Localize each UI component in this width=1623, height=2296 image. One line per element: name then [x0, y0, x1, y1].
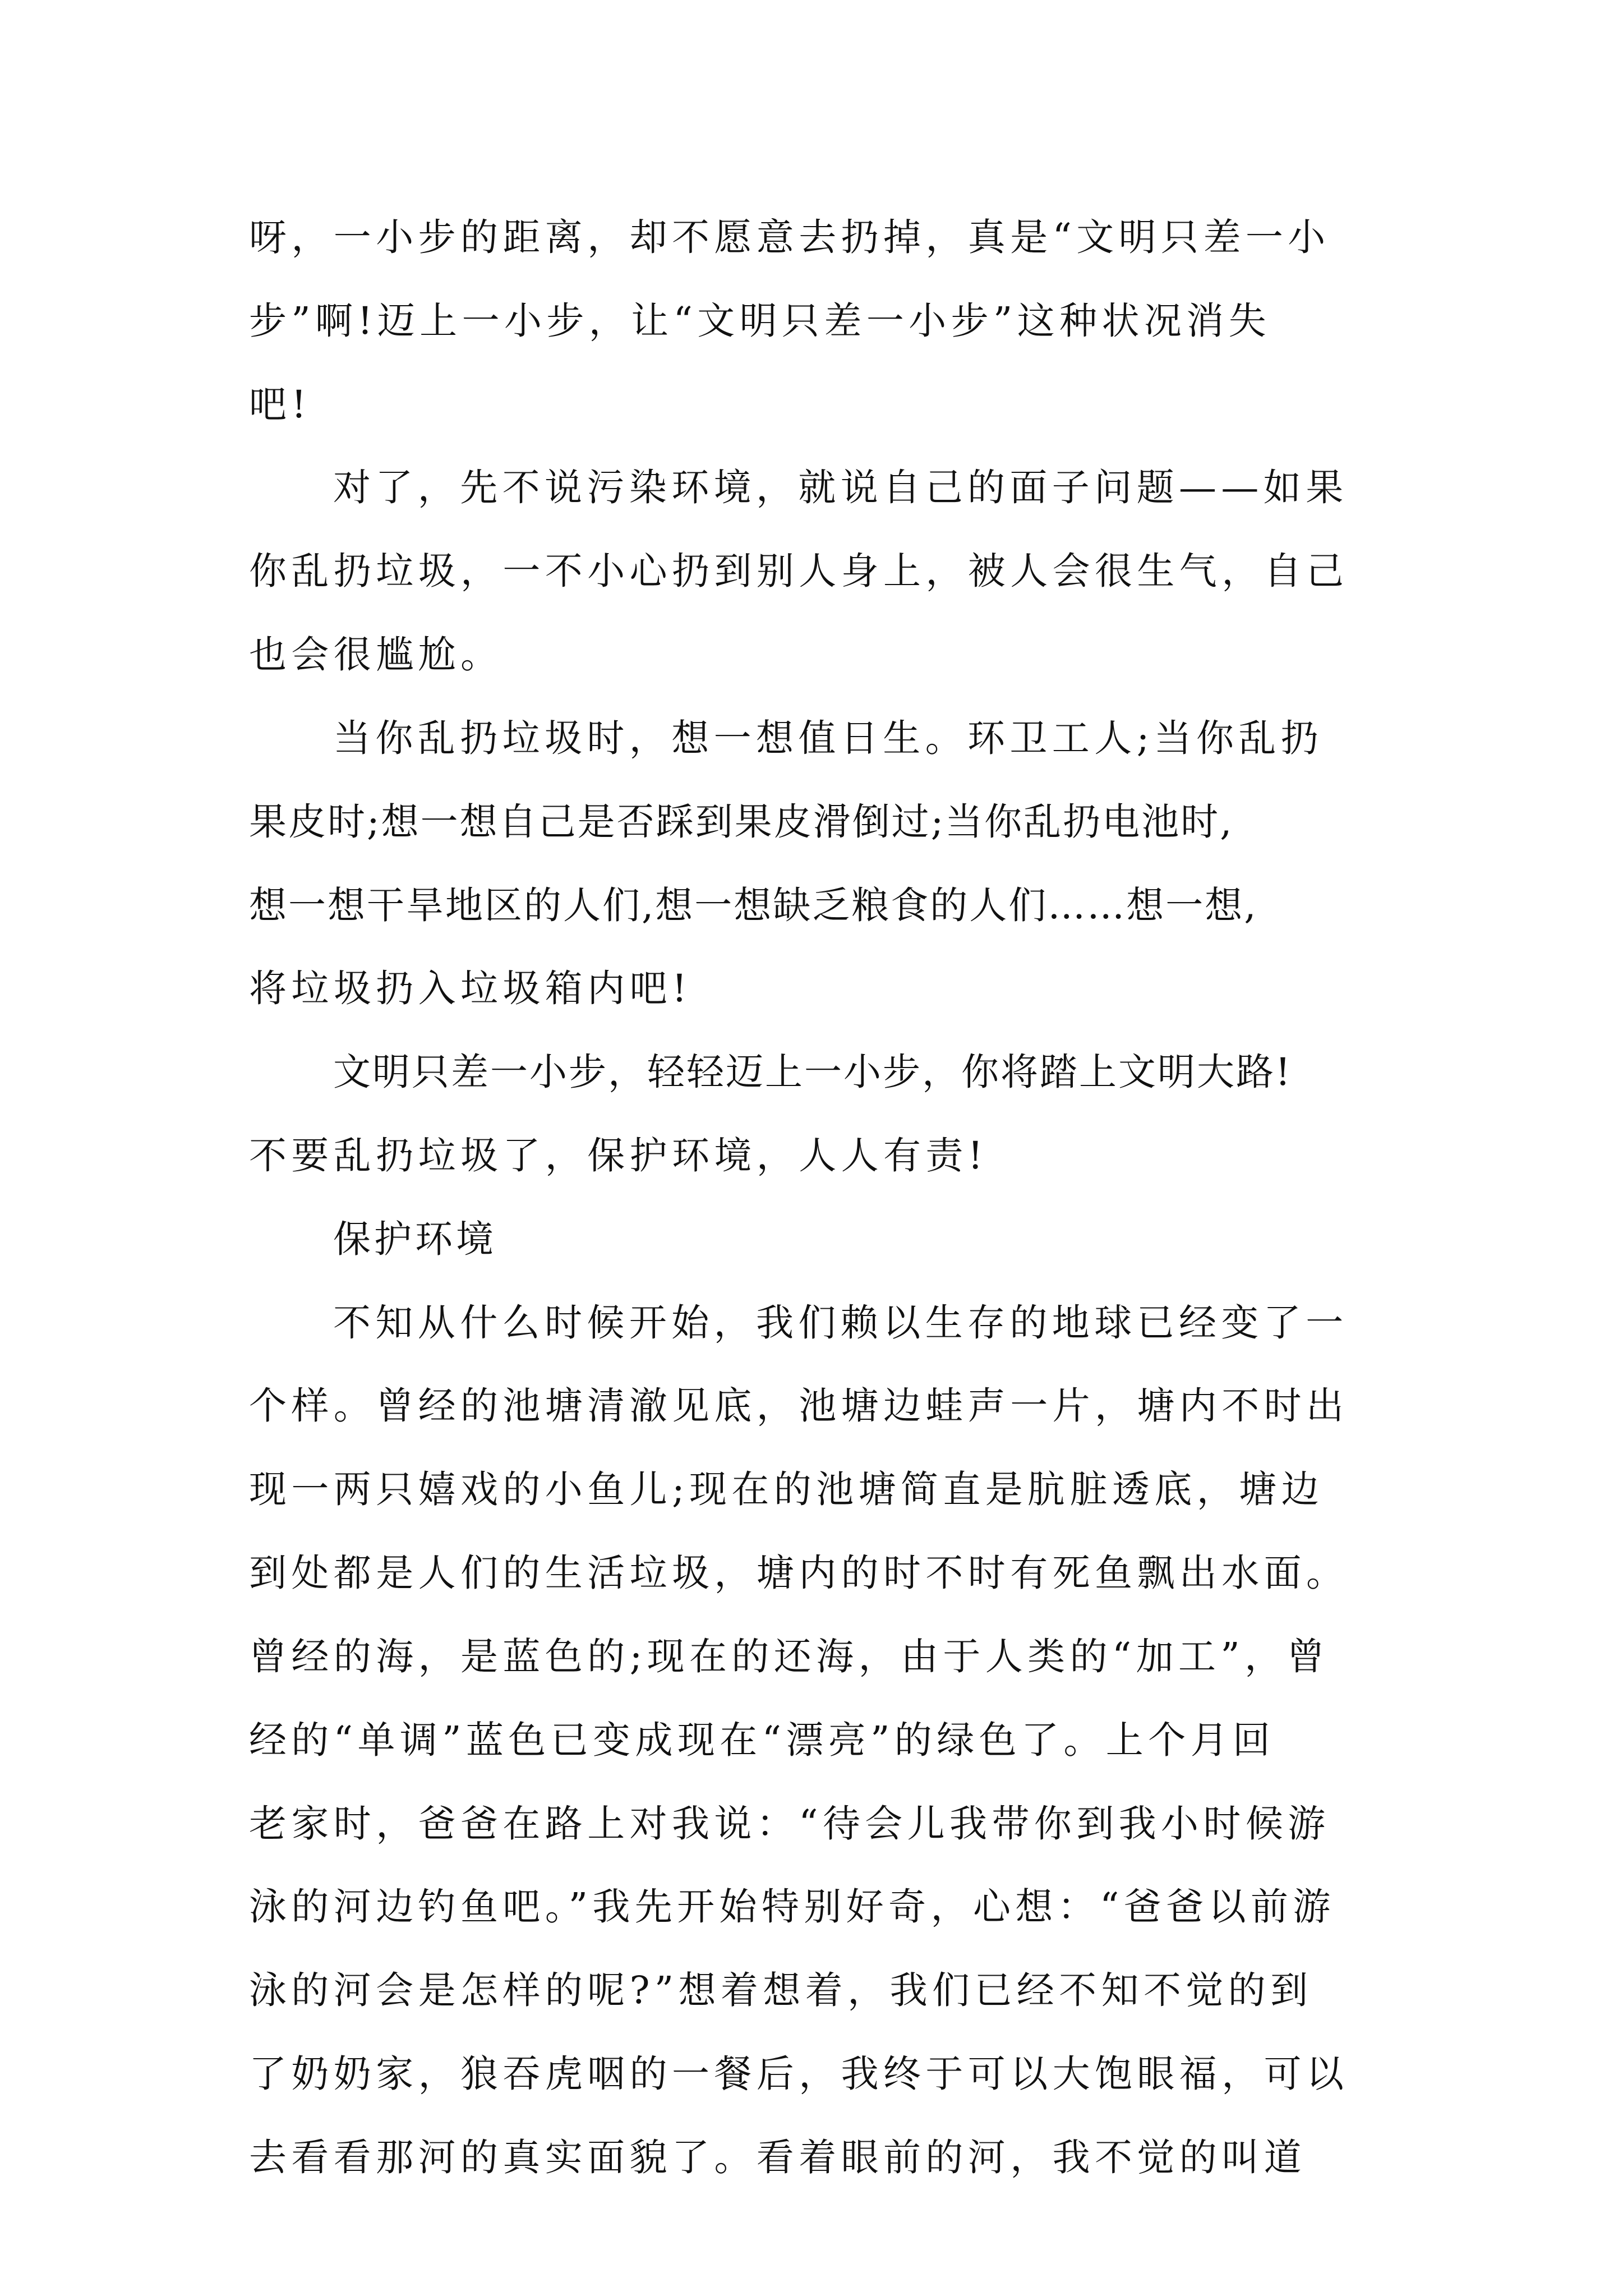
text-line: 果皮时;想一想自己是否踩到果皮滑倒过;当你乱扔电池时,: [249, 800, 1234, 844]
text-line: 泳的河边钓鱼吧。”我先开始特别好奇，心想：“爸爸以前游: [249, 1885, 1335, 1929]
text-line: 吧!: [249, 383, 311, 426]
paragraph-first-line: 文明只差一小步，轻轻迈上一小步，你将踏上文明大路!: [333, 1050, 1292, 1094]
text-line: 呀，一小步的距离，却不愿意去扔掉，真是“文明只差一小: [249, 215, 1330, 259]
text-line: 了奶奶家，狼吞虎咽的一餐后，我终于可以大饱眼福，可以: [249, 2052, 1349, 2096]
text-line: 曾经的海，是蓝色的;现在的还海，由于人类的“加工”，曾: [249, 1635, 1329, 1678]
text-line: 去看看那河的真实面貌了。看着眼前的河，我不觉的叫道: [249, 2136, 1306, 2179]
text-line: 老家时，爸爸在路上对我说：“待会儿我带你到我小时候游: [249, 1802, 1330, 1846]
paragraph-first-line: 对了，先不说污染环境，就说自己的面子问题——如果: [333, 466, 1348, 509]
text-line: 泳的河会是怎样的呢?”想着想着，我们已经不知不觉的到: [249, 1968, 1313, 2012]
text-line: 步”啊!迈上一小步，让“文明只差一小步”这种状况消失: [249, 299, 1271, 343]
paragraph-first-line: 当你乱扔垃圾时，想一想值日生。环卫工人;当你乱扔: [333, 716, 1324, 760]
paragraph-first-line: 不知从什么时候开始，我们赖以生存的地球已经变了一: [333, 1301, 1348, 1345]
section-title: 保护环境: [333, 1217, 497, 1261]
text-line: 将垃圾扔入垃圾箱内吧!: [249, 967, 692, 1010]
text-line: 个样。曾经的池塘清澈见底，池塘边蛙声一片，塘内不时出: [249, 1384, 1349, 1428]
text-line: 想一想干旱地区的人们,想一想缺乏粮食的人们……想一想,: [249, 884, 1258, 927]
text-line: 到处都是人们的生活垃圾，塘内的时不时有死鱼飘出水面。: [249, 1551, 1349, 1595]
text-line: 现一两只嬉戏的小鱼儿;现在的池塘简直是肮脏透底，塘边: [249, 1467, 1324, 1511]
text-line: 经的“单调”蓝色已变成现在“漂亮”的绿色了。上个月回: [249, 1718, 1275, 1762]
text-line: 不要乱扔垃圾了，保护环境，人人有责!: [249, 1134, 988, 1177]
text-line: 你乱扔垃圾，一不小心扔到别人身上，被人会很生气，自己: [249, 549, 1349, 593]
text-line: 也会很尴尬。: [249, 633, 503, 677]
